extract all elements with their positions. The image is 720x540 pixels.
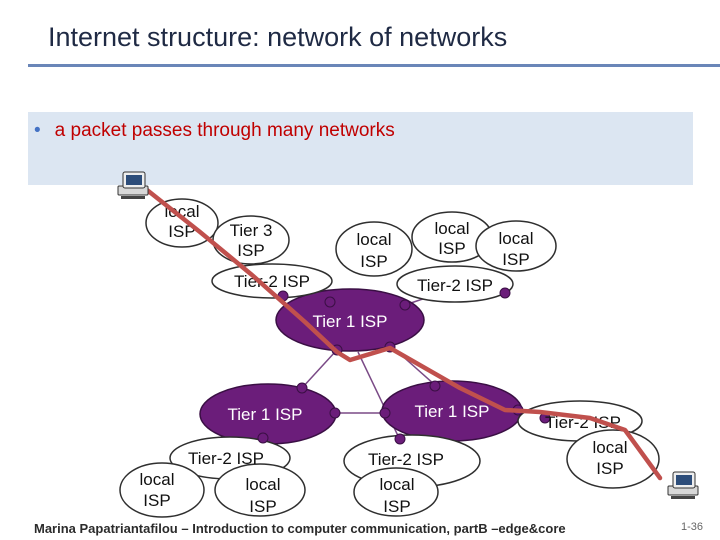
tier1-isp-right-label: Tier 1 ISP — [414, 402, 490, 421]
footer-text: Marina Papatriantafilou – Introduction to computer communication, partB –edge&core — [34, 521, 566, 536]
local-isp-mid-label: local ISP — [356, 230, 392, 271]
local-isp-bottom-mid-label: local ISP — [379, 475, 415, 516]
page-number: 1-36 — [681, 521, 704, 533]
local-isp-bottom-right-label: local ISP — [592, 438, 628, 478]
bullet-dot-icon: • — [34, 120, 41, 141]
local-isp-right-1-label: local ISP — [434, 219, 470, 258]
host-computer-icon — [668, 472, 698, 499]
tier2-isp-bottom-mid-label: Tier-2 ISP — [368, 450, 444, 469]
slide-title: Internet structure: network of networks — [48, 22, 508, 52]
tier2-isp-bottom-left-label: Tier-2 ISP — [188, 449, 264, 468]
local-isp-bottom-left-1-label: local ISP — [139, 470, 175, 510]
tier1-isp-top-label: Tier 1 ISP — [312, 312, 388, 331]
tier2-isp-bottom-right-label: Tier-2 ISP — [545, 413, 621, 432]
tier2-isp-left-top-label: Tier-2 ISP — [234, 272, 310, 291]
local-isp-left-label: local ISP — [164, 202, 200, 241]
host-computer-icon — [118, 172, 148, 199]
local-isp-right-2-label: local ISP — [498, 229, 534, 269]
bullet-text: a packet passes through many networks — [54, 120, 395, 141]
local-isp-bottom-left-2-label: local ISP — [245, 475, 281, 516]
tier2-isp-right-top-label: Tier-2 ISP — [417, 276, 493, 295]
tier1-isp-left-label: Tier 1 ISP — [227, 405, 303, 424]
tier3-isp-left-label: Tier 3 ISP — [229, 221, 273, 260]
